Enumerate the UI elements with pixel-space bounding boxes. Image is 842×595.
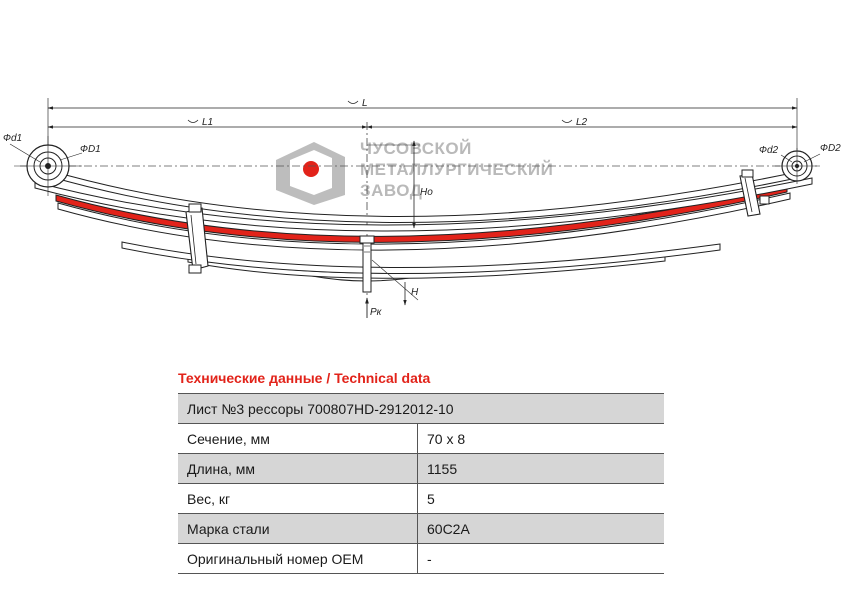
company-logo: [276, 139, 553, 205]
logo-line-3: ЗАВОД: [360, 181, 423, 200]
row-label: Длина, мм: [178, 454, 418, 484]
right-eye-outer-dia-label: ФD2: [820, 143, 841, 154]
load-label: Pк: [370, 307, 382, 318]
table-header-cell: Лист №3 рессоры 700807HD-2912012-10: [178, 394, 664, 424]
logo-red-dot: [303, 161, 319, 177]
technical-data-title: Технические данные / Technical data: [178, 370, 431, 386]
row-value: -: [418, 544, 665, 574]
right-eye-inner-dia-label: Фd2: [759, 145, 779, 156]
dimension-h-label: H: [411, 287, 419, 298]
row-label: Сечение, мм: [178, 424, 418, 454]
row-value: 5: [418, 484, 665, 514]
row-value: 60С2А: [418, 514, 665, 544]
row-value: 1155: [418, 454, 665, 484]
dimension-l2-label: L2: [576, 117, 588, 128]
row-label: Марка стали: [178, 514, 418, 544]
table-row: [178, 454, 664, 484]
table-row: [178, 514, 664, 544]
left-eye-inner-dia-label: Фd1: [3, 133, 23, 144]
dimension-l-label: L: [362, 98, 368, 109]
logo-line-1: ЧУСОВСКОЙ: [360, 139, 472, 158]
dimension-l1-label: L1: [202, 117, 214, 128]
left-eye-outer-dia-label: ФD1: [80, 144, 101, 155]
table-row: [178, 484, 664, 514]
table-row: [178, 544, 664, 574]
technical-data-table: [178, 393, 664, 574]
row-label: Вес, кг: [178, 484, 418, 514]
left-spring-eye: [10, 136, 82, 196]
table-header-row: [178, 394, 664, 424]
logo-line-2: МЕТАЛЛУРГИЧЕСКИЙ: [360, 160, 554, 179]
row-value: 70 х 8: [418, 424, 665, 454]
row-label: Оригинальный номер OEM: [178, 544, 418, 574]
table-row: [178, 424, 664, 454]
dimension-ho-label: Ho: [420, 187, 433, 198]
